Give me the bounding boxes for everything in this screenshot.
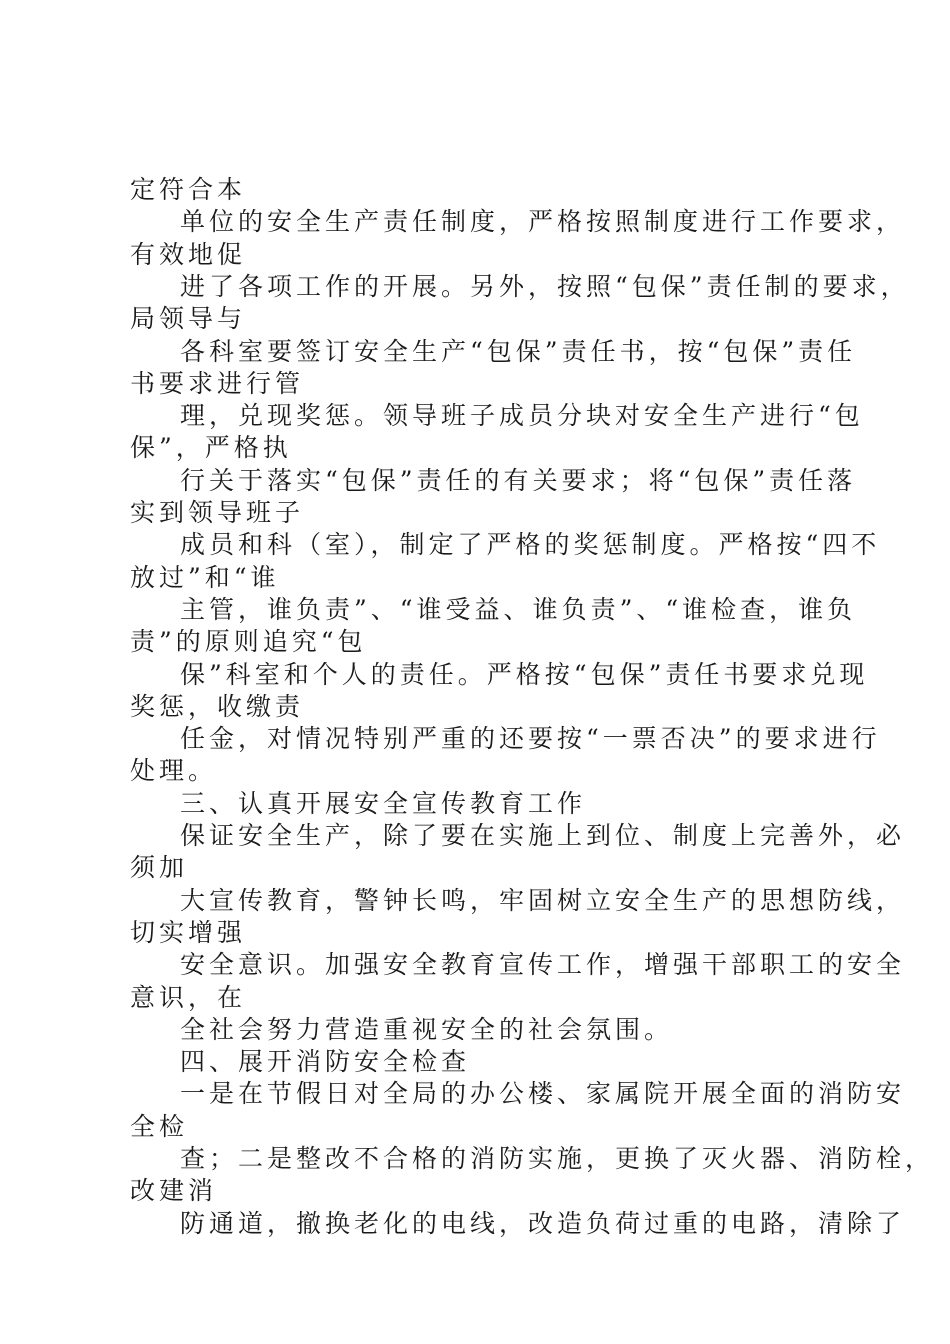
text-line: 成员和科（室），制定了严格的奖惩制度。严格按“四不 — [180, 530, 881, 560]
text-line: 一是在节假日对全局的办公楼、家属院开展全面的消防安 — [180, 1079, 906, 1109]
text-line: 处理。 — [130, 756, 218, 786]
text-line: 全社会努力营造重视安全的社会氛围。 — [180, 1014, 674, 1044]
text-line: 保”科室和个人的责任。严格按“包保”责任书要求兑现 — [180, 659, 869, 689]
text-line: 须加 — [130, 853, 189, 883]
text-line: 保”，严格执 — [130, 433, 292, 463]
text-line: 责”的原则追究“包 — [130, 627, 367, 657]
text-line: 防通道，撤换老化的电线，改造负荷过重的电路，清除了 — [180, 1208, 906, 1238]
text-line: 大宣传教育，警钟长鸣，牢固树立安全生产的思想防线， — [180, 885, 906, 915]
text-line: 全检 — [130, 1111, 189, 1141]
section-heading: 三、认真开展安全宣传教育工作 — [180, 788, 587, 818]
text-line: 放过”和“谁 — [130, 562, 280, 592]
text-line: 实到领导班子 — [130, 498, 305, 527]
text-line: 定符合本 — [130, 175, 247, 204]
text-line: 行关于落实“包保”责任的有关要求；将“包保”责任落 — [180, 465, 857, 495]
section-heading: 四、展开消防安全检查 — [180, 1047, 471, 1077]
text-line: 切实增强 — [130, 917, 247, 947]
text-line: 意识，在 — [130, 982, 247, 1012]
text-line: 任金，对情况特别严重的还要按“一票否决”的要求进行 — [180, 724, 881, 754]
text-line: 改建消 — [130, 1176, 218, 1206]
text-line: 理，兑现奖惩。领导班子成员分块对安全生产进行“包 — [180, 401, 864, 431]
text-line: 主管，谁负责”、“谁受益、谁负责”、“谁检查，谁负 — [180, 594, 857, 624]
text-line: 查；二是整改不合格的消防实施，更换了灭火器、消防栓， — [180, 1144, 935, 1173]
text-line: 奖惩，收缴责 — [130, 691, 305, 721]
text-line: 安全意识。加强安全教育宣传工作，增强干部职工的安全 — [180, 950, 906, 980]
text-line: 局领导与 — [130, 304, 247, 334]
text-line: 各科室要签订安全生产“包保”责任书，按“包保”责任 — [180, 336, 857, 366]
text-line: 单位的安全生产责任制度，严格按照制度进行工作要求， — [180, 207, 906, 237]
text-line: 有效地促 — [130, 239, 247, 269]
text-line: 书要求进行管 — [130, 368, 305, 398]
text-line: 进了各项工作的开展。另外，按照“包保”责任制的要求， — [180, 271, 910, 301]
text-line: 保证安全生产，除了要在实施上到位、制度上完善外，必 — [180, 821, 906, 850]
